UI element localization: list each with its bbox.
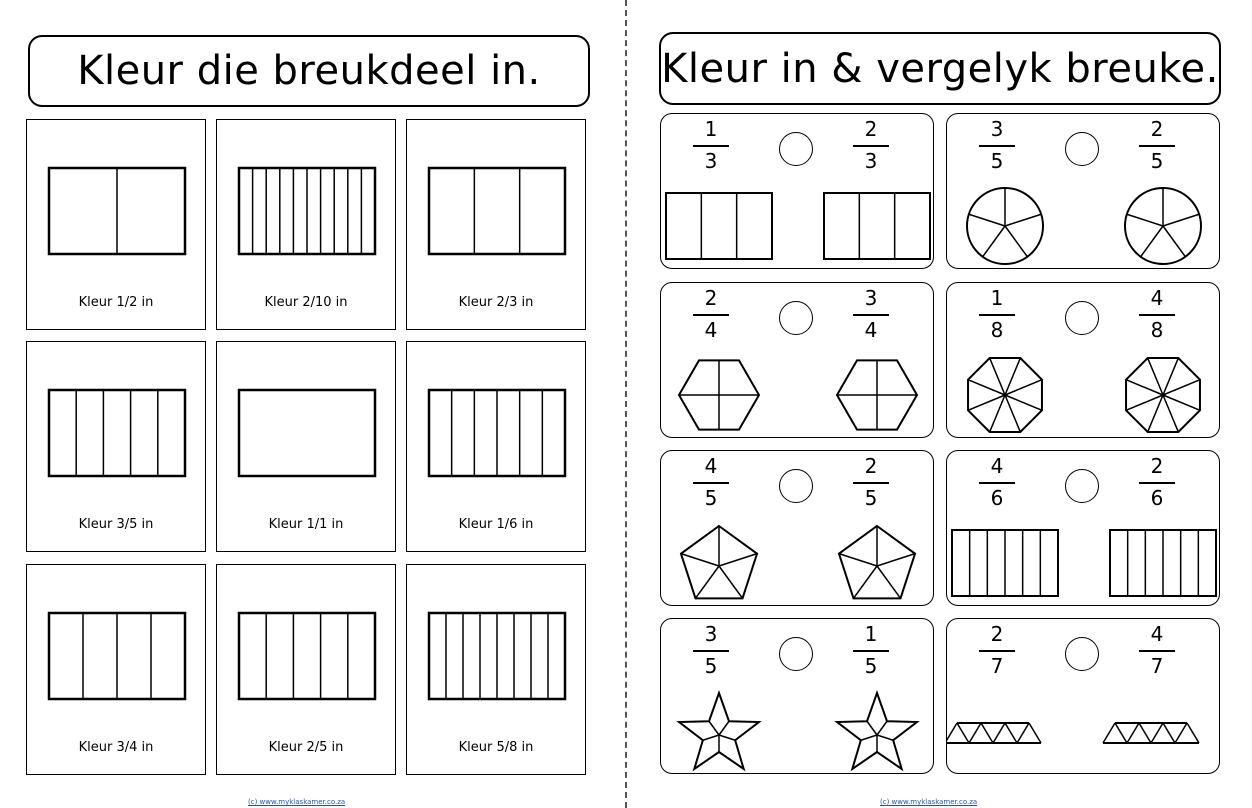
- page-divider: [625, 0, 627, 808]
- star-divider: [709, 721, 719, 735]
- denominator: 4: [864, 318, 878, 342]
- star-shape: [679, 693, 759, 769]
- fraction-shapes: [661, 451, 935, 607]
- triangle-edge: [969, 723, 981, 743]
- triangle-edge: [1017, 723, 1029, 743]
- triangle-edge: [1005, 723, 1017, 743]
- pentagon-sector-line: [853, 566, 877, 598]
- footer-link-left[interactable]: (c) www.myklaskamer.co.za: [248, 798, 346, 806]
- circle-sector-line: [983, 226, 1005, 257]
- numerator: 2: [990, 622, 1004, 646]
- triangle-edge: [993, 723, 1005, 743]
- circle-sector-line: [1127, 214, 1163, 226]
- triangle-edge: [1151, 723, 1163, 743]
- denominator: 3: [864, 149, 878, 173]
- fraction-rect-outline: [239, 390, 375, 476]
- compare-card: [946, 282, 1220, 438]
- denominator: 5: [704, 654, 718, 678]
- card-caption: Kleur 2/3 in: [458, 295, 534, 310]
- card-caption: Kleur 2/10 in: [264, 295, 348, 310]
- denominator: 7: [1150, 654, 1164, 678]
- fraction-card: [26, 119, 206, 330]
- numerator: 2: [1150, 117, 1164, 141]
- compare-card: [660, 450, 934, 606]
- left-page-title: Kleur die breukdeel in.: [28, 35, 590, 107]
- star-divider: [877, 735, 893, 740]
- triangle-edge: [1115, 723, 1127, 743]
- triangle-edge: [1175, 723, 1187, 743]
- numerator: 1: [864, 622, 878, 646]
- fraction-card: [26, 564, 206, 775]
- card-caption: Kleur 1/1 in: [268, 517, 344, 532]
- pentagon-sector-line: [877, 554, 915, 566]
- circle-sector-line: [1163, 214, 1199, 226]
- circle-sector-line: [1005, 226, 1027, 257]
- footer-link-right[interactable]: (c) www.myklaskamer.co.za: [880, 798, 978, 806]
- card-caption: Kleur 3/5 in: [78, 517, 154, 532]
- numerator: 2: [704, 286, 718, 310]
- compare-card: [660, 618, 934, 774]
- triangle-edge: [981, 723, 993, 743]
- denominator: 8: [990, 318, 1004, 342]
- pentagon-sector-line: [877, 566, 901, 598]
- fraction-card: [406, 341, 586, 552]
- triangle-edge: [1139, 723, 1151, 743]
- star-divider: [703, 735, 719, 740]
- fraction-rect-outline: [239, 613, 375, 699]
- numerator: 1: [990, 286, 1004, 310]
- triangle-edge: [947, 723, 957, 743]
- star-divider: [719, 735, 735, 740]
- fraction-card: [216, 341, 396, 552]
- pentagon-sector-line: [839, 554, 877, 566]
- fraction-shapes: [661, 114, 935, 270]
- denominator: 5: [1150, 149, 1164, 173]
- fraction-shapes: [947, 114, 1221, 270]
- denominator: 6: [1150, 486, 1164, 510]
- fraction-shapes: [947, 283, 1221, 439]
- fraction-card: [406, 564, 586, 775]
- fraction-shapes: [947, 619, 1221, 775]
- numerator: 4: [990, 454, 1004, 478]
- circle-sector-line: [969, 214, 1005, 226]
- star-divider: [867, 721, 877, 735]
- numerator: 2: [864, 117, 878, 141]
- compare-card: [946, 450, 1220, 606]
- fraction-shapes: [947, 451, 1221, 607]
- rectangle-shape: [666, 193, 772, 259]
- denominator: 8: [1150, 318, 1164, 342]
- triangle-edge: [1029, 723, 1041, 743]
- card-caption: Kleur 5/8 in: [458, 740, 534, 755]
- rectangle-shape: [824, 193, 930, 259]
- star-divider: [877, 721, 887, 735]
- star-shape: [837, 693, 917, 769]
- compare-card: [660, 282, 934, 438]
- triangle-edge: [1163, 723, 1175, 743]
- numerator: 1: [704, 117, 718, 141]
- denominator: 7: [990, 654, 1004, 678]
- fraction-rect-outline: [49, 390, 185, 476]
- fraction-card: [216, 564, 396, 775]
- star-divider: [719, 721, 729, 735]
- numerator: 3: [990, 117, 1004, 141]
- pentagon-sector-line: [719, 566, 743, 598]
- pentagon-sector-line: [719, 554, 757, 566]
- circle-sector-line: [1141, 226, 1163, 257]
- numerator: 4: [704, 454, 718, 478]
- numerator: 4: [1150, 622, 1164, 646]
- denominator: 5: [864, 654, 878, 678]
- fraction-shapes: [661, 283, 935, 439]
- card-caption: Kleur 1/2 in: [78, 295, 154, 310]
- triangle-edge: [1127, 723, 1139, 743]
- card-caption: Kleur 2/5 in: [268, 740, 344, 755]
- star-divider: [861, 735, 877, 740]
- triangle-edge: [1103, 723, 1115, 743]
- triangle-edge: [957, 723, 969, 743]
- compare-card: [946, 113, 1220, 269]
- fraction-card: [406, 119, 586, 330]
- denominator: 5: [704, 486, 718, 510]
- fraction-rect-outline: [429, 168, 565, 254]
- card-caption: Kleur 1/6 in: [458, 517, 534, 532]
- pentagon-sector-line: [681, 554, 719, 566]
- numerator: 4: [1150, 286, 1164, 310]
- denominator: 4: [704, 318, 718, 342]
- numerator: 2: [1150, 454, 1164, 478]
- compare-card: [946, 618, 1220, 774]
- triangle-edge: [1187, 723, 1199, 743]
- numerator: 3: [704, 622, 718, 646]
- right-page-title: Kleur in & vergelyk breuke.: [659, 32, 1221, 105]
- fraction-card: [216, 119, 396, 330]
- fraction-card: [26, 341, 206, 552]
- fraction-shapes: [661, 619, 935, 775]
- pentagon-sector-line: [695, 566, 719, 598]
- compare-card: [660, 113, 934, 269]
- numerator: 2: [864, 454, 878, 478]
- denominator: 5: [864, 486, 878, 510]
- circle-sector-line: [1005, 214, 1041, 226]
- card-caption: Kleur 3/4 in: [78, 740, 154, 755]
- circle-sector-line: [1163, 226, 1185, 257]
- numerator: 3: [864, 286, 878, 310]
- denominator: 5: [990, 149, 1004, 173]
- denominator: 6: [990, 486, 1004, 510]
- denominator: 3: [704, 149, 718, 173]
